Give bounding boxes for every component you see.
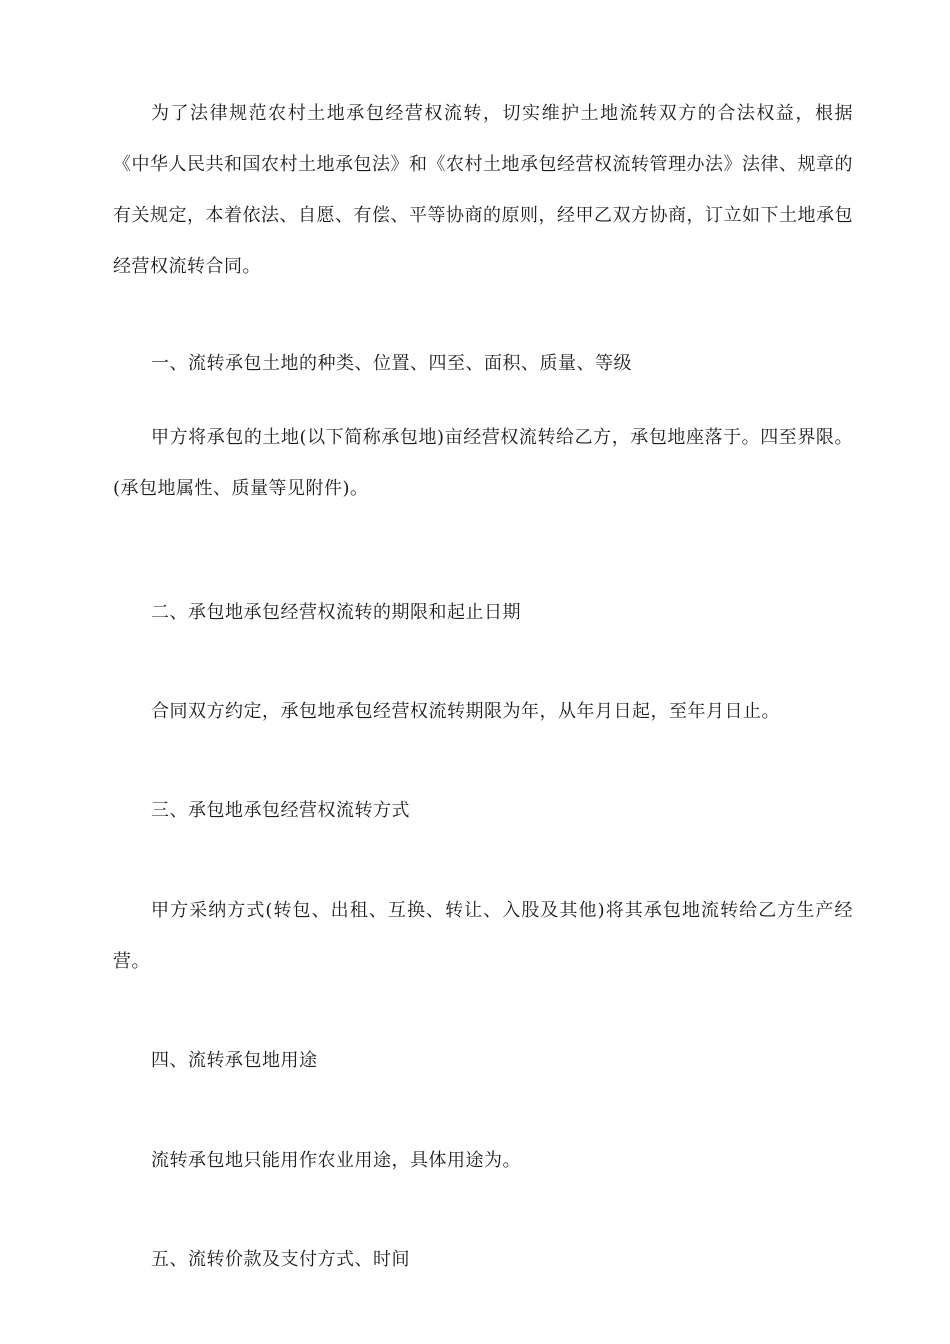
section-heading-5: 五、流转价款及支付方式、时间 [151,1249,410,1270]
section-body-3: 甲方采纳方式(转包、出租、互换、转让、入股及其他)将其承包地流转给乙方生产经营。 [113,900,853,972]
section-heading-4: 四、流转承包地用途 [151,1050,318,1071]
section-body-2: 合同双方约定，承包地承包经营权流转期限为年，从年月日起，至年月日止。 [151,701,780,722]
section-heading-3: 三、承包地承包经营权流转方式 [151,800,410,821]
section-heading-2: 二、承包地承包经营权流转的期限和起止日期 [151,602,521,623]
intro-paragraph: 为了法律规范农村土地承包经营权流转，切实维护土地流转双方的合法权益，根据《中华人民共和国农村土地承包法》和《农村土地承包经营权流转管理办法》法律、规章的有关规定，本着依法、自愿、有偿、平等协商的原则，经甲乙双方协商，订立如下土地承包经营权流转合同。 [113,103,853,277]
section-body-1: 甲方将承包的土地(以下简称承包地)亩经营权流转给乙方，承包地座落于。四至界限。(承包地属性、质量等见附件)。 [113,427,853,499]
section-body-4: 流转承包地只能用作农业用途，具体用途为。 [151,1150,521,1171]
section-heading-1: 一、流转承包土地的种类、位置、四至、面积、质量、等级 [151,353,632,374]
